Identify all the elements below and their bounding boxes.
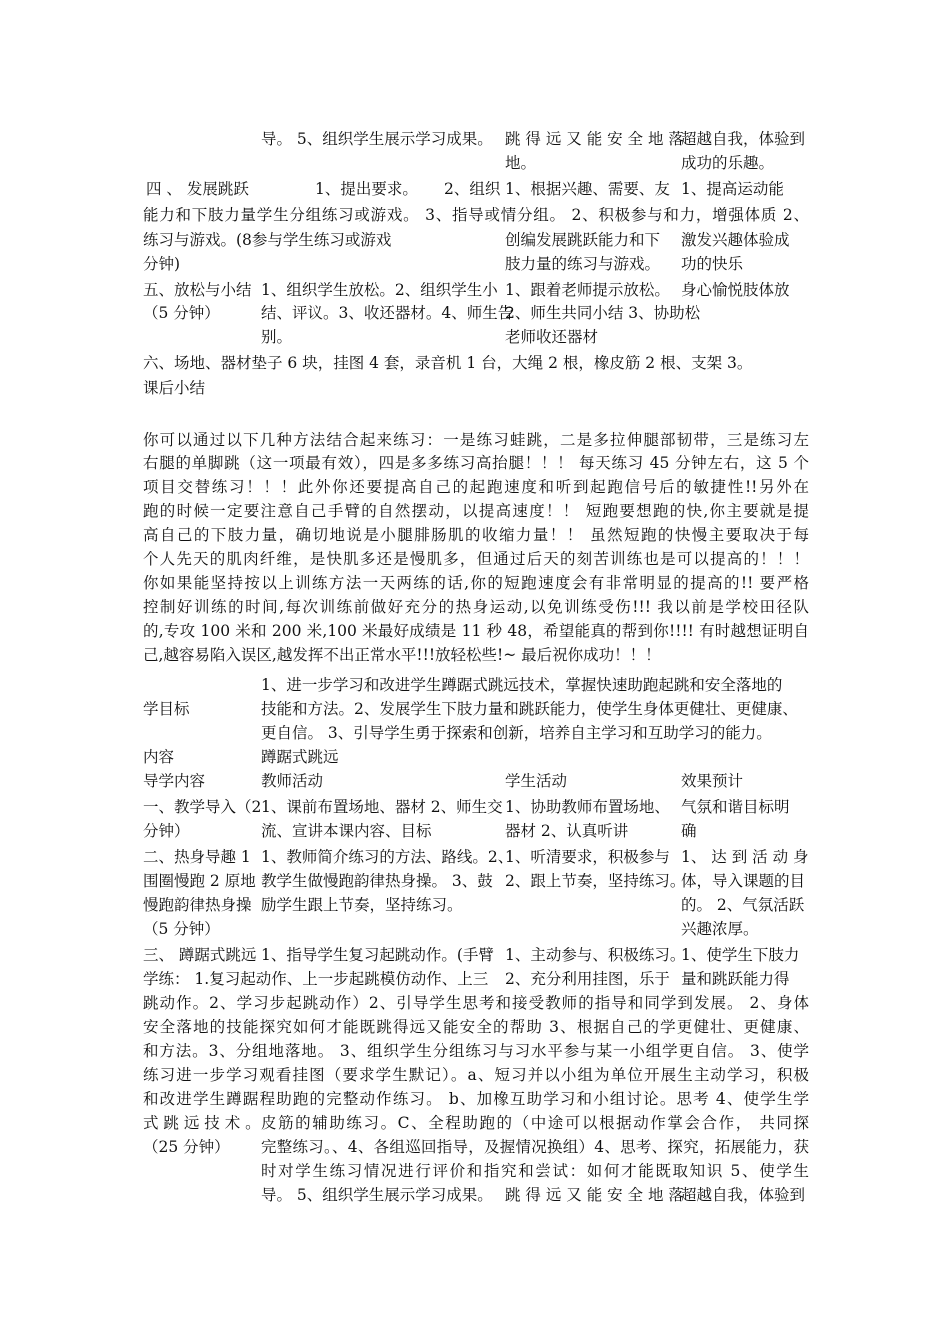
text-line: 励学生跟上节奏，坚持练习。 xyxy=(261,896,463,914)
text-line: 分钟） xyxy=(143,822,190,840)
text-line: 的,专攻 100 米和 200 米,100 米最好成绩是 11 秒 48，希望能真的帮到你!!!! 有时越想证明自 xyxy=(143,622,809,640)
text-line: 和方法。3、分组地落地。 3、组织学生分组练习与习水平参与某一小组学更自信。 3、使学 xyxy=(143,1042,809,1060)
text-line: 能力和下肢力量学生分组练习或游戏。 3、指导或情分组。 2、积极参与和力，增强体质 2、 xyxy=(143,206,809,224)
text-line: 教学生做慢跑韵律热身操。 3、鼓 xyxy=(261,872,493,890)
text-line: 式 跳 远 技 术 。 xyxy=(143,1114,261,1132)
text-line: 超越自我，体验到 xyxy=(681,1186,806,1204)
text-line: 的。 2、气氛活跃 xyxy=(681,896,805,914)
text-line: 1、提高运动能 xyxy=(681,180,784,198)
text-line: 慢跑韵律热身操 xyxy=(143,896,252,914)
text-line: 练习与游戏。(8参与学生练习或游戏 xyxy=(143,231,392,249)
text-line: 1、使学生下肢力 xyxy=(681,946,800,964)
text-line: 器材 2、认真听讲 xyxy=(505,822,629,840)
text-line: 1、听清要求，积极参与 xyxy=(505,848,670,866)
text-line: 体，导入课题的目 xyxy=(681,872,806,890)
text-line: 蹲踞式跳远 xyxy=(261,748,339,766)
table-header: 学生活动 xyxy=(505,772,568,790)
text-line: 时对学生练习情况进行评价和指究和尝试：如何才能既取知识 5、使学生 xyxy=(261,1162,809,1180)
text-line: 跳 得 远 又 能 安 全 地 落 xyxy=(505,1186,684,1204)
text-line: 1、根据兴趣、需要、友 xyxy=(505,180,670,198)
text-line: 1、提出要求。 xyxy=(315,180,418,198)
text-line: 2、跟上节奏，坚持练习。 xyxy=(505,872,686,890)
text-line: 超越自我，体验到 xyxy=(681,130,806,148)
text-line: 安全落地的技能探究如何才能既跳得远又能安全的帮助 3、根据自己的学更健壮、更健康、 xyxy=(143,1018,809,1036)
text-line: 导。 5、组织学生展示学习成果。 xyxy=(261,1186,493,1204)
text-line: 完整练习。、4、各组巡回指导，及握情况换组）4、思考、探究，拓展能力，获 xyxy=(261,1138,809,1156)
text-line: 六、场地、器材垫子 6 块，挂图 4 套，录音机 1 台，大绳 2 根，橡皮筋 2 根、支架 3。 xyxy=(143,354,753,372)
text-line: 四 、 发展跳跃 xyxy=(146,180,249,198)
text-line: 练习进一步学习观看挂图（要求学生默记）。a、短习并以小组为单位开展生主动学习，积极 xyxy=(143,1066,809,1084)
table-header: 效果预计 xyxy=(681,772,744,790)
text-line: 和改进学生蹲踞程助跑的完整动作练习。 b、加橡互助学习和小组讨论。思考 4、使学生学 xyxy=(143,1090,809,1108)
text-line: 跳 得 远 又 能 安 全 地 落 xyxy=(505,130,684,148)
text-line: 1、指导学生复习起跳动作。(手臂 xyxy=(261,946,494,964)
text-line: 1、协助教师布置场地、 xyxy=(505,798,670,816)
text-line: 跑的时候一定要注意自己手臂的自然摆动，以提高速度！！ 短跑要想跑的快,你主要就是提 xyxy=(143,502,809,520)
table-header: 导学内容 xyxy=(143,772,206,790)
text-line: 2、充分利用挂图，乐于 xyxy=(505,970,670,988)
text-line: 跳动作。2、学习步起跳动作）2、引导学生思考和接受教师的指导和同学到发展。 2、身体 xyxy=(143,994,809,1012)
text-line: 1、课前布置场地、器材 2、师生交 xyxy=(261,798,503,816)
text-line: 皮筋的辅助练习。C、全程助跑的（中途可以根据动作掌会合作， 共同探 xyxy=(261,1114,809,1132)
text-line: 结、评议。3、收还器材。4、师生告 xyxy=(261,304,514,322)
text-line: （25 分钟） xyxy=(143,1138,230,1156)
text-line: 你如果能坚持按以上训练方法一天两练的话,你的短跑速度会有非常明显的提高的!! 要严格 xyxy=(143,574,809,592)
text-line: 激发兴趣体验成 xyxy=(681,231,790,249)
text-line: 1、主动参与、积极练习。 xyxy=(505,946,686,964)
text-line: 2、师生共同小结 3、协助松 xyxy=(505,304,701,322)
text-line: 个人先天的肌肉纤维，是快肌多还是慢肌多，但通过后天的刻苦训练也是可以提高的！！！ xyxy=(143,550,809,568)
text-line: 1、组织学生放松。2、组织学生小 xyxy=(261,281,498,299)
text-line: 1、跟着老师提示放松。 xyxy=(505,281,670,299)
text-line: （5 分钟） xyxy=(143,920,220,938)
text-line: 老师收还器材 xyxy=(505,328,599,346)
text-line: 项目交替练习！！！此外你还要提高自己的起跑速度和听到起跑信号后的敏捷性!!另外在 xyxy=(143,478,809,496)
text-line: 三、 蹲踞式跳远 xyxy=(143,946,257,964)
text-line: 内容 xyxy=(143,748,175,766)
section-heading: 课后小结 xyxy=(143,379,206,397)
text-line: 你可以通过以下几种方法结合起来练习：一是练习蛙跳，二是多拉伸腿部韧带，三是练习左 xyxy=(143,431,809,449)
text-line: 导。 5、组织学生展示学习成果。 xyxy=(261,130,493,148)
text-line: 控制好训练的时间,每次训练前做好充分的热身运动,以免训练受伤!!! 我以前是学校田径队 xyxy=(143,598,809,616)
text-line: 兴趣浓厚。 xyxy=(681,920,759,938)
text-line: 一、教学导入（2 xyxy=(143,798,262,816)
text-line: 流、宣讲本课内容、目标 xyxy=(261,822,432,840)
text-line: （5 分钟） xyxy=(143,304,220,322)
text-line: 五、放松与小结 xyxy=(143,281,252,299)
text-line: 1、 达 到 活 动 身 xyxy=(681,848,809,866)
text-line: 成功的乐趣。 xyxy=(681,154,775,172)
text-line: 身心愉悦肢体放 xyxy=(681,281,790,299)
text-line: 围圈慢跑 2 原地 xyxy=(143,872,256,890)
table-header: 教师活动 xyxy=(261,772,324,790)
text-line: 别。 xyxy=(261,328,293,346)
text-line: 高自己的下肢力量，确切地说是小腿腓肠肌的收缩力量！！ 虽然短跑的快慢主要取决于每 xyxy=(143,526,809,544)
text-line: 1、进一步学习和改进学生蹲踞式跳远技术，掌握快速助跑起跳和安全落地的 xyxy=(261,676,783,694)
text-line: 分钟) xyxy=(143,255,181,273)
text-line: 气氛和谐目标明 xyxy=(681,798,790,816)
text-line: 确 xyxy=(681,822,697,840)
text-line: 创编发展跳跃能力和下 xyxy=(505,231,661,249)
text-line: 功的快乐 xyxy=(681,255,744,273)
text-line: 学目标 xyxy=(143,700,190,718)
text-line: 右腿的单脚跳（这一项最有效），四是多多练习高抬腿！！！ 每天练习 45 分钟左右，这 5 个 xyxy=(143,454,809,472)
text-line: 更自信。 3、引导学生勇于探索和创新，培养自主学习和互助学习的能力。 xyxy=(261,724,772,742)
text-line: 量和跳跃能力得 xyxy=(681,970,790,988)
text-line: 己,越容易陷入误区,越发挥不出正常水平!!!放轻松些!~ 最后祝你成功！！！ xyxy=(143,646,661,664)
text-line: 2、组织 xyxy=(444,180,501,198)
text-line: 学练： 1.复习起动作、上一步起跳模仿动作、上三 xyxy=(143,970,489,988)
text-line: 肢力量的练习与游戏。 xyxy=(505,255,661,273)
text-line: 二、热身导趣 1 xyxy=(143,848,251,866)
text-line: 地。 xyxy=(505,154,537,172)
text-line: 技能和方法。2、发展学生下肢力量和跳跃能力，使学生身体更健壮、更健康、 xyxy=(261,700,798,718)
text-line: 1、教师简介练习的方法、路线。2、 xyxy=(261,848,514,866)
